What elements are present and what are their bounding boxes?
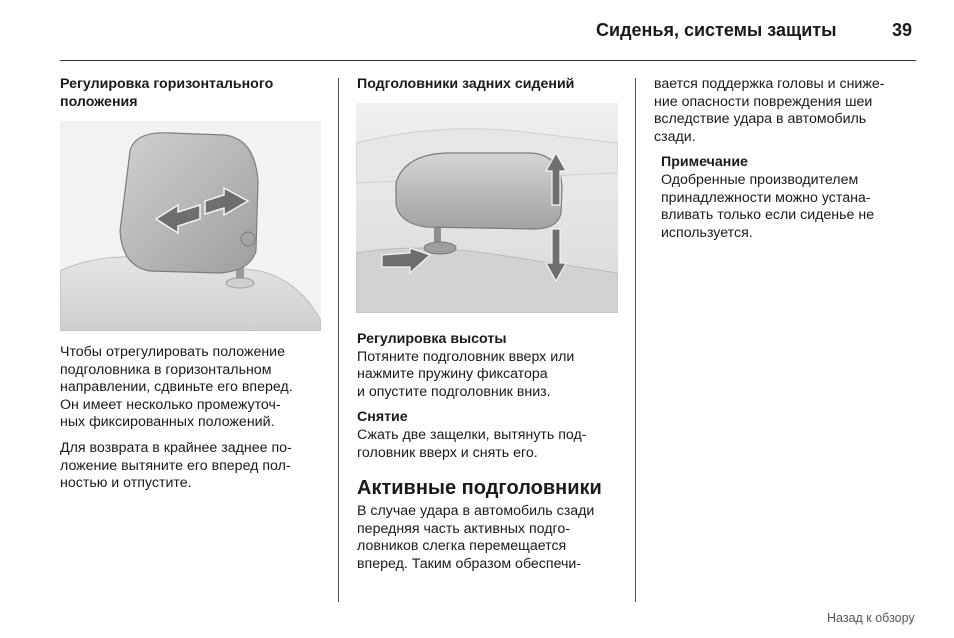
section-heading-active-headrests: Активные подголовники <box>357 477 602 500</box>
text-line: ние опасности повреждения шеи <box>654 93 873 110</box>
text-line: В случае удара в автомобиль сзади <box>357 503 595 520</box>
column-divider-2 <box>635 78 636 602</box>
section-heading-horizontal <box>60 76 324 111</box>
section-heading-rear-headrests: Подголовники задних сидений <box>357 76 575 92</box>
headrest <box>396 153 562 229</box>
column-1 <box>60 76 324 111</box>
page-header-title: Сиденья, системы защиты <box>596 20 837 40</box>
post-guide <box>226 278 254 288</box>
text-line: принадлежности можно устана- <box>661 189 871 206</box>
text-line: Потяните подголовник вверх или <box>357 348 575 365</box>
column-1-body <box>60 344 324 493</box>
paragraph-horizontal-adjust <box>60 344 324 432</box>
text-line: вается поддержка головы и сниже- <box>654 76 885 92</box>
text-line: вперед. Таким образом обеспечи- <box>357 555 582 572</box>
section-heading-height: Регулировка высоты <box>357 331 507 347</box>
column-divider-1 <box>338 78 339 602</box>
text-line: головник вверх и снять его. <box>357 444 538 461</box>
text-line: подголовника в горизонтальном <box>60 361 272 378</box>
figure-rear-headrest <box>356 103 618 313</box>
section-heading-removal: Снятие <box>357 409 408 426</box>
text-line: сзади. <box>654 128 696 145</box>
note-block <box>661 154 924 242</box>
column-2 <box>357 76 627 94</box>
text-line: вследствие удара в автомобиль <box>654 111 867 128</box>
text-line: ловников слегка перемещается <box>357 538 567 555</box>
paragraph-active-headrests <box>357 503 627 573</box>
paragraph-return-position <box>60 440 324 493</box>
text-line: Чтобы отрегулировать положение <box>60 344 285 360</box>
text-line: ложение вытяните его вперед пол- <box>60 457 291 474</box>
text-line: Сжать две защелки, вытянуть под- <box>357 426 587 443</box>
figure-headrest-horizontal <box>60 121 321 331</box>
text-line: вливать только если сиденье не <box>661 207 875 224</box>
paragraph-removal <box>357 427 627 462</box>
column-2-body <box>357 331 627 574</box>
release-button <box>241 232 255 246</box>
heading-line: положения <box>60 93 138 110</box>
note-text <box>661 172 924 242</box>
post-guide <box>424 242 456 254</box>
heading-line: Регулировка горизонтального <box>60 76 274 92</box>
text-line: ных фиксированных положений. <box>60 414 275 431</box>
text-line: направлении, сдвиньте его вперед. <box>60 379 293 396</box>
text-line: Для возврата в крайнее заднее по- <box>60 439 292 456</box>
text-line: Одобренные производителем <box>661 171 859 188</box>
rear-headrest-illustration <box>356 103 618 313</box>
paragraph-height-adjust <box>357 349 627 402</box>
text-line: используется. <box>661 224 753 241</box>
text-line: и опустите подголовник вниз. <box>357 383 551 400</box>
text-line: ностью и отпустите. <box>60 475 192 492</box>
note-heading: Примечание <box>661 154 748 171</box>
text-line: Он имеет несколько промежуточ- <box>60 396 281 413</box>
column-3 <box>654 76 924 242</box>
header-divider <box>60 60 916 61</box>
back-to-overview-link[interactable]: Назад к обзору <box>827 611 915 625</box>
text-line: передняя часть активных подго- <box>357 520 570 537</box>
paragraph-continued <box>654 76 924 146</box>
headrest-horizontal-illustration <box>60 121 321 331</box>
text-line: нажмите пружину фиксатора <box>357 366 548 383</box>
page-number: 39 <box>892 20 913 40</box>
